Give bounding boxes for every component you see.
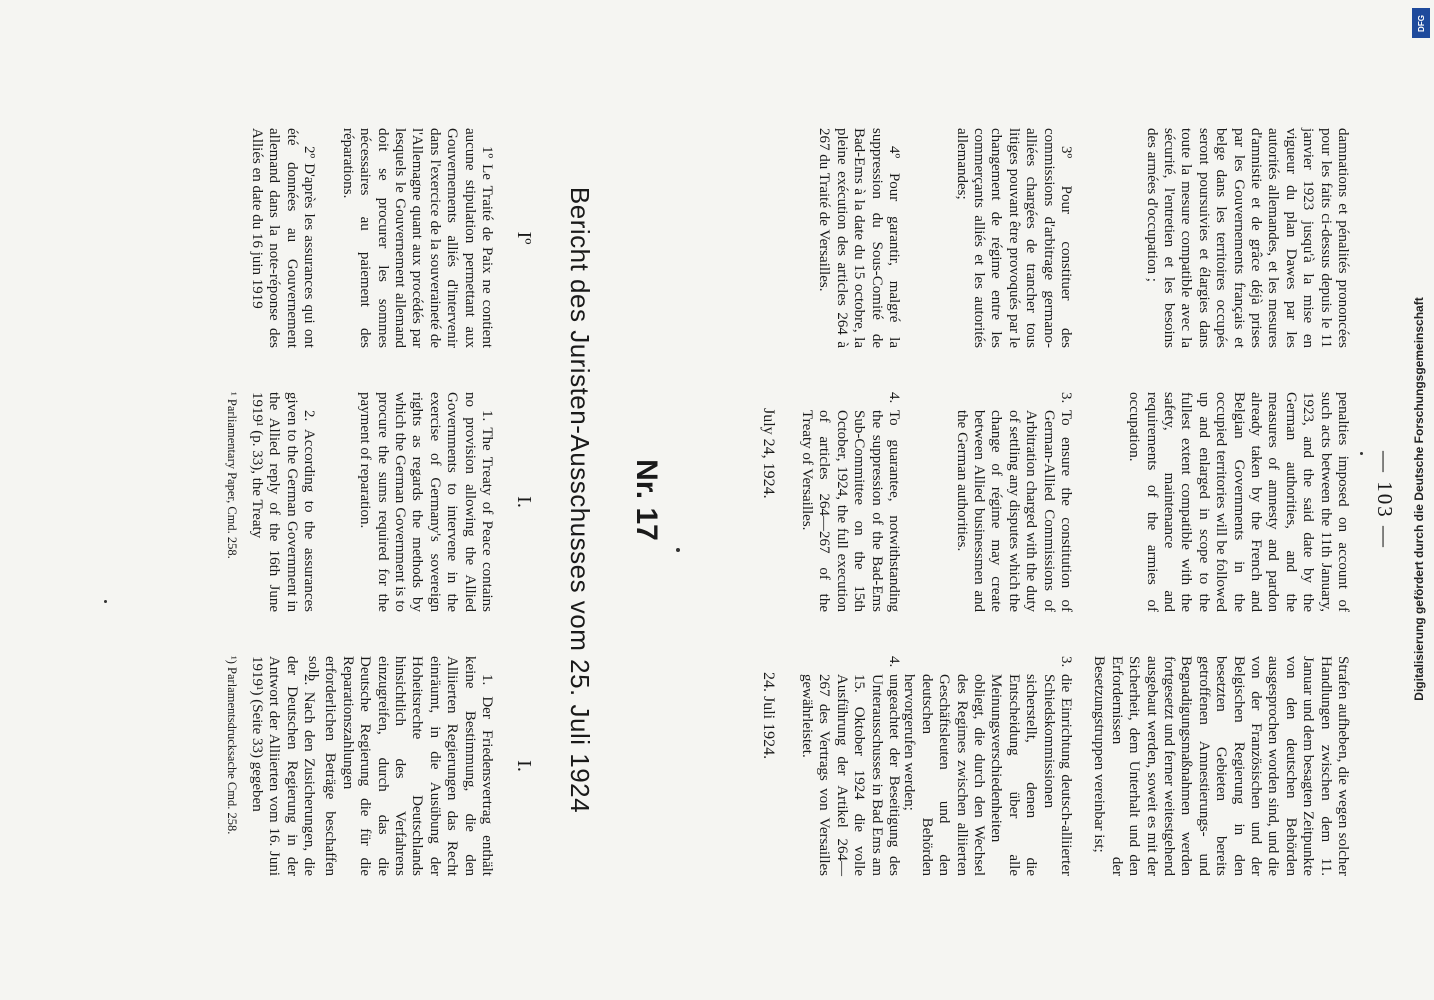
item-number: 4. [886, 656, 902, 668]
german-paragraph-1: 1. Der Friedensvertrag enthält keine Bestimmung, die den Alliierten Regierungen das Recht einräumt, in die Ausübung der Hoheitsrechte Deutschlands hinsichtlich des Verfahrens einzugreifen, durch das die Deutsche Regierung die für die Reparationszahlungen erforderlichen Beträge beschaffen soll. [304, 656, 495, 876]
english-text: penalties imposed on account of such acts between the 11th January, 1923, and the said date by the German authorities, and the measures of amnesty and pardon already taken by the French and Belgian Governments in the occupied territories will be followed up and enlarged in scope to the fullest extent compatible with the safety, maintenance and requirements of the armies of occupation. [1126, 392, 1351, 612]
english-date: July 24, 1924. [760, 408, 777, 499]
speck [676, 548, 680, 552]
german-text: Strafen aufheben, die wegen solcher Handlungen zwischen dem 11. Januar und dem besagten Zeitpunkte von den deutschen Behörden ausgesprochen worden sind, und die von der Französischen und der Belgischen Regierung in den besetzten Gebieten bereits getroffenen Amnestierungs- und Begnadigungsmaßnahmen werden fortgesetzt und ferner weitestgehend ausgebaut werden, soweit es mit der Sicherheit, dem Unterhalt und den Erfordernissen der Besetzungstruppen vereinbar ist; [1091, 656, 1351, 876]
item-number: 4. [886, 392, 902, 404]
german-continuation [1090, 656, 1351, 876]
document-number: Nr. 17 [630, 459, 663, 541]
french-text: Pour constituer des commissions d'arbitrage germano-alliées chargées de trancher tous litiges pouvant être provoqués par le changement de régime entre les commerçants alliés et les autorités allemandes; [953, 128, 1074, 348]
item-number: 4º [886, 146, 902, 159]
german-paragraph-2: 2. Nach den Zusicherungen, die der Deutschen Regierung in der Antwort der Alliierten vom 16. Juni 1919¹) (Seite 33) gegeben [248, 656, 317, 876]
item-number: 3. [1058, 656, 1074, 668]
french-item-4 [815, 128, 902, 348]
english-text: To ensure the constitution of German-Allied Commissions of Arbitration charged with the duty of settling any disputes which the change of régime may create between Allied businessmen and the German authorities. [953, 410, 1074, 612]
item-number: 3. [1058, 392, 1074, 404]
english-heading: I. [513, 496, 535, 508]
german-heading: I. [513, 760, 535, 772]
english-text: To guarantee, notwithstanding the suppression of the Bad-Ems Sub-Committee on the 15th October, 1924, the full execution of articles 264—267 of the Treaty of Versailles. [798, 410, 902, 612]
page-number: — 103 — [1373, 451, 1397, 549]
english-continuation [1125, 392, 1351, 612]
english-item-3 [952, 392, 1074, 612]
german-text: ungeachtet der Beseitigung des Unterausschusses in Bad Ems am 15. Oktober 1924 die volle Ausführung der Artikel 264—267 des Vertrags von Versailles gewährleistet. [798, 674, 902, 876]
german-item-3 [900, 656, 1074, 876]
german-text: die Einrichtung deutsch-alliierter Schiedskommissionen sicherstellt, denen die Entscheidung über alle Meinungsverschiedenheiten obliegt, die durch den Wechsel des Regimes zwischen alliierten Geschäftsleuten und den deutschen Behörden hervorgerufen werden; [901, 674, 1074, 876]
item-number: 3º [1058, 146, 1074, 159]
logo-text: DFG [1416, 14, 1426, 32]
german-item-4 [798, 656, 902, 876]
french-continuation [1142, 128, 1351, 348]
english-paragraph-1: 1. The Treaty of Peace contains no provision allowing the Allied Governments to intervene in the exercise of Germany's sovereign rights as regards the methods by which the German Government is to procure the sums required for the payment of reparation. [357, 392, 495, 612]
english-paragraph-2: 2. According to the assurances given to the German Government in the Allied reply of the 16th June 1919¹ (p. 33), the Treaty [248, 392, 317, 612]
french-paragraph-1: 1º Le Traité de Paix ne contient aucune stipulation permettant aux Gouvernements alliés d'intervenir dans l'exercice de la souveraineté de l'Allemagne quant aux procédés par lesquels le Gouvernement allemand doit se procurer les sommes nécessaires au paiement des réparations. [339, 128, 495, 348]
speck [1360, 452, 1363, 455]
french-text: damnations et pénalités prononcées pour les faits ci-dessus depuis le 11 janvier 1923 jusqu'à la mise en vigueur du plan Dawes par les autorités allemandes, et les mesures d'amnistie et de grâce déjà prises par les Gouvernements français et belge dans les territoires occupés seront poursuivies et élargies dans toute la mesure compatible avec la sécurité, l'entretien et les besoins des armées d'occupation ; [1143, 128, 1351, 348]
french-item-3 [952, 128, 1074, 348]
digitization-credit: Digitalisierung gefördert durch die Deutsche Forschungsgemeinschaft [1412, 297, 1426, 701]
rotated-document-page [27, 0, 1407, 1000]
french-paragraph-2: 2º D'après les assurances qui ont été données au Gouvernement allemand dans la note-réponse des Alliés en date du 16 juin 1919 [248, 128, 317, 348]
document-title: Bericht des Juristen-Ausschusses vom 25. Juli 1924 [565, 186, 595, 814]
digitization-sidebar [1404, 0, 1434, 1000]
german-date: 24. Juli 1924. [760, 672, 777, 760]
german-footnote: ¹) Parlamentsdrucksache Cmd. 258. [225, 656, 239, 835]
english-footnote: ¹ Parliamentary Paper, Cmd. 258. [225, 392, 239, 559]
english-item-4 [798, 392, 902, 612]
speck [104, 600, 107, 603]
french-text: Pour garantir, malgré la suppression du Sous-Comité de Bad-Ems à la date du 15 octobre, la pleine exécution des articles 264 à 267 du Traité de Versailles. [816, 128, 902, 348]
french-heading: Iº [513, 231, 535, 245]
